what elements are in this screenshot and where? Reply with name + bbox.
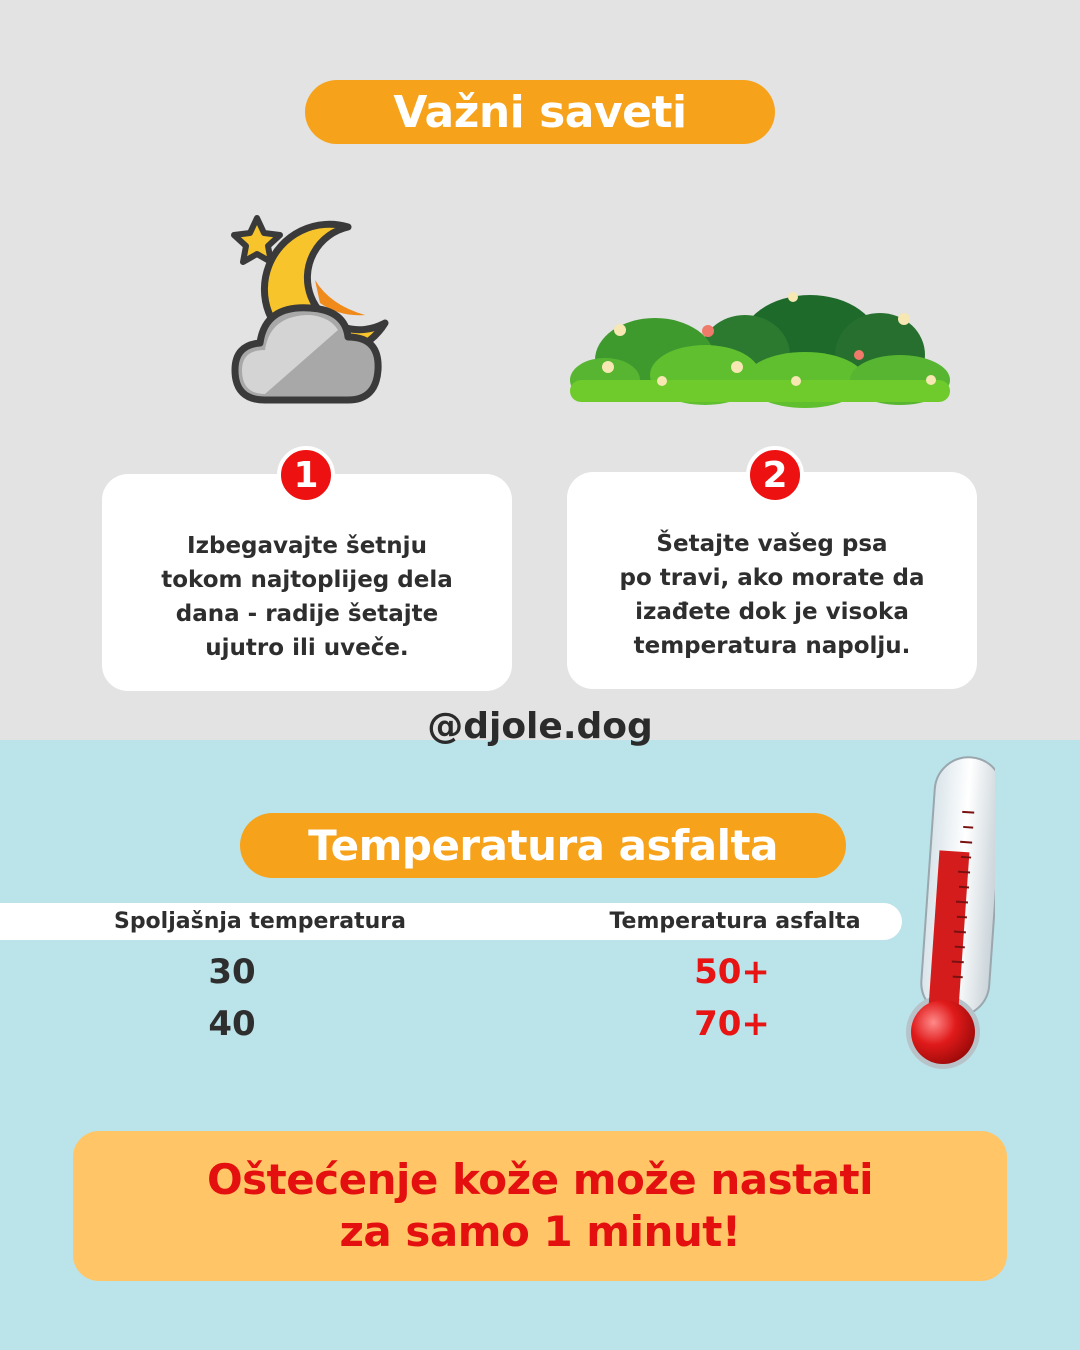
tip-number-badge-1: 1 — [277, 446, 335, 504]
tip-text-1: Izbegavajte šetnju tokom najtoplijeg dela dana - radije šetajte ujutro ili uveče. — [161, 532, 453, 661]
moon-star-cloud-icon — [220, 205, 410, 415]
column-header-asphalt: Temperatura asfalta — [609, 909, 861, 934]
social-handle: @djole.dog — [427, 706, 653, 747]
warning-box — [73, 1131, 1007, 1281]
asphalt-temp-cell: 50+ — [694, 952, 770, 992]
asphalt-temp-cell: 70+ — [694, 1004, 770, 1044]
tips-title: Važni saveti — [305, 80, 775, 144]
tip-card-2 — [567, 472, 977, 689]
tip-number-badge-2: 2 — [746, 446, 804, 504]
warning-text: Oštećenje kože može nastati za samo 1 minut! — [206, 1155, 874, 1256]
tip-card-1 — [102, 474, 512, 691]
thermometer-icon — [895, 752, 995, 1072]
asphalt-title: Temperatura asfalta — [240, 813, 846, 878]
grass-bush-icon — [565, 285, 955, 410]
outside-temp-cell: 40 — [208, 1004, 256, 1044]
column-header-outside: Spoljašnja temperatura — [113, 909, 407, 934]
tip-text-2: Šetajte vašeg psa po travi, ako morate da izađete dok je visoka temperatura napolju. — [619, 530, 925, 659]
outside-temp-cell: 30 — [208, 952, 256, 992]
